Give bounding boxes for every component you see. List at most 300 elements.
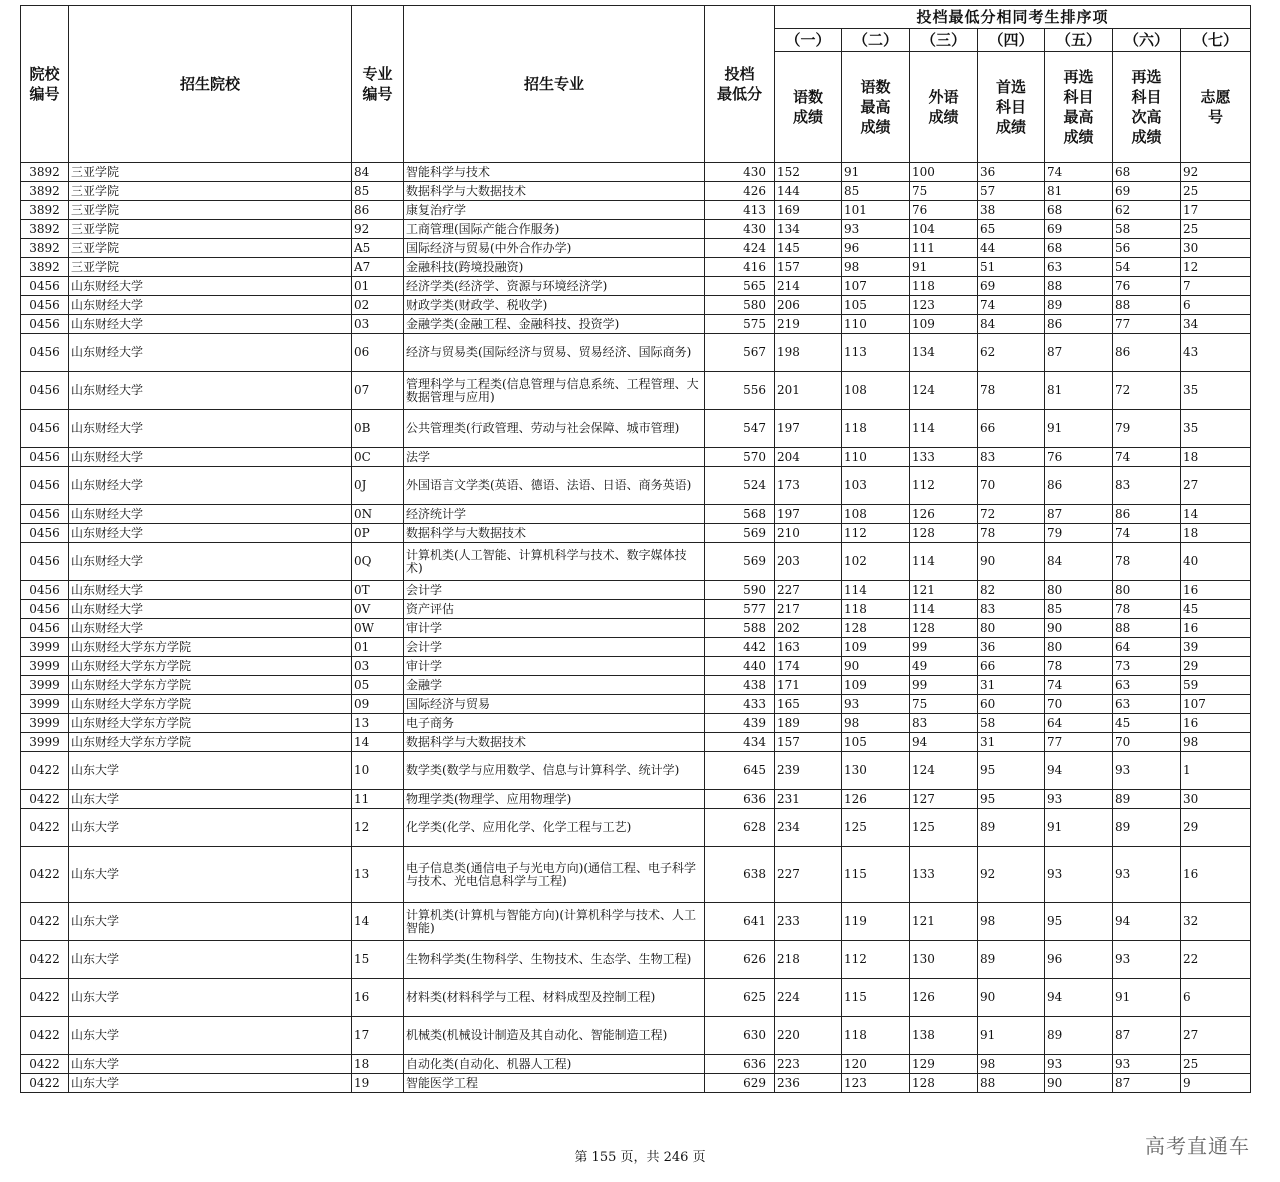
- rank-value-cell-7: 14: [1181, 505, 1251, 524]
- table-row: [21, 676, 1251, 695]
- major-code-cell: 0N: [352, 505, 404, 524]
- rank-value-cell-6: 87: [1113, 1074, 1181, 1093]
- school-name-cell: 山东财经大学: [69, 277, 352, 296]
- major-code-cell: 13: [352, 847, 404, 903]
- rank-value-cell-3: 129: [910, 1055, 978, 1074]
- school-code-cell: 0456: [21, 619, 69, 638]
- school-name-cell: 山东财经大学: [69, 524, 352, 543]
- major-name-cell: 康复治疗学: [404, 201, 705, 220]
- min-score-cell: 628: [705, 809, 775, 847]
- rank-value-cell-3: 126: [910, 979, 978, 1017]
- school-code-cell: 3892: [21, 220, 69, 239]
- rank-value-cell-4: 98: [978, 903, 1045, 941]
- rank-value-cell-3: 130: [910, 941, 978, 979]
- rank-value-cell-6: 88: [1113, 619, 1181, 638]
- rank-value-cell-4: 38: [978, 201, 1045, 220]
- rank-value-cell-7: 27: [1181, 467, 1251, 505]
- major-name-cell: 自动化类(自动化、机器人工程): [404, 1055, 705, 1074]
- rank-value-cell-5: 89: [1045, 1017, 1113, 1055]
- major-name-cell: 智能科学与技术: [404, 163, 705, 182]
- rank-value-cell-4: 90: [978, 979, 1045, 1017]
- rank-value-cell-2: 93: [842, 695, 910, 714]
- rank-value-cell-6: 63: [1113, 695, 1181, 714]
- rank-value-cell-2: 93: [842, 220, 910, 239]
- rank-value-cell-5: 74: [1045, 676, 1113, 695]
- major-name-cell: 计算机类(人工智能、计算机科学与技术、数字媒体技术): [404, 543, 705, 581]
- rank-value-cell-2: 105: [842, 733, 910, 752]
- rank-value-cell-4: 58: [978, 714, 1045, 733]
- rank-value-cell-2: 105: [842, 296, 910, 315]
- major-name-cell: 计算机类(计算机与智能方向)(计算机科学与技术、人工智能): [404, 903, 705, 941]
- rank-value-cell-1: 223: [775, 1055, 842, 1074]
- table-row: [21, 790, 1251, 809]
- rank-value-cell-2: 101: [842, 201, 910, 220]
- rank-value-cell-3: 99: [910, 638, 978, 657]
- rank-value-cell-6: 86: [1113, 334, 1181, 372]
- rank-value-cell-1: 236: [775, 1074, 842, 1093]
- rank-value-cell-2: 109: [842, 676, 910, 695]
- school-code-cell: 0456: [21, 505, 69, 524]
- rank-number-5: （五）: [1045, 29, 1113, 52]
- school-code-cell: 0422: [21, 1074, 69, 1093]
- major-code-cell: 0P: [352, 524, 404, 543]
- rank-value-cell-2: 113: [842, 334, 910, 372]
- rank-label-7: 志愿 号: [1181, 52, 1251, 163]
- rank-value-cell-1: 204: [775, 448, 842, 467]
- table-row: [21, 600, 1251, 619]
- rank-value-cell-5: 81: [1045, 182, 1113, 201]
- rank-value-cell-4: 57: [978, 182, 1045, 201]
- rank-value-cell-5: 78: [1045, 657, 1113, 676]
- rank-value-cell-2: 102: [842, 543, 910, 581]
- school-code-cell: 0456: [21, 372, 69, 410]
- watermark: [1145, 1130, 1250, 1159]
- min-score-cell: 524: [705, 467, 775, 505]
- rank-value-cell-4: 80: [978, 619, 1045, 638]
- rank-value-cell-7: 40: [1181, 543, 1251, 581]
- rank-value-cell-5: 64: [1045, 714, 1113, 733]
- major-name-cell: 国际经济与贸易: [404, 695, 705, 714]
- rank-value-cell-6: 78: [1113, 600, 1181, 619]
- min-score-cell: 636: [705, 1055, 775, 1074]
- rank-value-cell-7: 45: [1181, 600, 1251, 619]
- school-code-cell: 0456: [21, 448, 69, 467]
- rank-value-cell-5: 91: [1045, 410, 1113, 448]
- rank-value-cell-2: 115: [842, 847, 910, 903]
- school-code-cell: 3999: [21, 638, 69, 657]
- major-code-cell: 0C: [352, 448, 404, 467]
- school-code-cell: 3999: [21, 676, 69, 695]
- rank-value-cell-3: 121: [910, 581, 978, 600]
- rank-value-cell-2: 118: [842, 410, 910, 448]
- rank-value-cell-3: 125: [910, 809, 978, 847]
- rank-value-cell-3: 76: [910, 201, 978, 220]
- school-code-cell: 0456: [21, 334, 69, 372]
- rank-value-cell-7: 35: [1181, 410, 1251, 448]
- rank-value-cell-1: 145: [775, 239, 842, 258]
- rank-value-cell-3: 100: [910, 163, 978, 182]
- table-row: [21, 258, 1251, 277]
- table-row: [21, 809, 1251, 847]
- rank-value-cell-1: 239: [775, 752, 842, 790]
- rank-value-cell-5: 74: [1045, 163, 1113, 182]
- rank-value-cell-1: 219: [775, 315, 842, 334]
- major-name-cell: 资产评估: [404, 600, 705, 619]
- rank-value-cell-3: 133: [910, 448, 978, 467]
- min-score-cell: 570: [705, 448, 775, 467]
- major-name-cell: 生物科学类(生物科学、生物技术、生态学、生物工程): [404, 941, 705, 979]
- min-score-cell: 438: [705, 676, 775, 695]
- major-code-cell: 86: [352, 201, 404, 220]
- table-row: [21, 315, 1251, 334]
- rank-value-cell-7: 27: [1181, 1017, 1251, 1055]
- rank-value-cell-4: 89: [978, 809, 1045, 847]
- rank-value-cell-6: 91: [1113, 979, 1181, 1017]
- min-score-cell: 439: [705, 714, 775, 733]
- major-code-cell: 06: [352, 334, 404, 372]
- rank-value-cell-1: 218: [775, 941, 842, 979]
- rank-value-cell-1: 206: [775, 296, 842, 315]
- rank-value-cell-3: 99: [910, 676, 978, 695]
- rank-number-1: （一）: [775, 29, 842, 52]
- rank-value-cell-6: 89: [1113, 790, 1181, 809]
- min-score-cell: 575: [705, 315, 775, 334]
- rank-value-cell-6: 79: [1113, 410, 1181, 448]
- major-code-cell: 85: [352, 182, 404, 201]
- school-code-cell: 0422: [21, 1055, 69, 1074]
- table-row: [21, 410, 1251, 448]
- rank-value-cell-7: 30: [1181, 239, 1251, 258]
- major-name-cell: 财政学类(财政学、税收学): [404, 296, 705, 315]
- rank-value-cell-7: 16: [1181, 619, 1251, 638]
- rank-value-cell-4: 65: [978, 220, 1045, 239]
- rank-value-cell-4: 36: [978, 638, 1045, 657]
- rank-value-cell-7: 25: [1181, 220, 1251, 239]
- rank-value-cell-1: 152: [775, 163, 842, 182]
- rank-number-7: （七）: [1181, 29, 1251, 52]
- major-name-cell: 智能医学工程: [404, 1074, 705, 1093]
- rank-value-cell-1: 163: [775, 638, 842, 657]
- school-name-cell: 三亚学院: [69, 239, 352, 258]
- rank-value-cell-4: 78: [978, 372, 1045, 410]
- min-score-cell: 588: [705, 619, 775, 638]
- table-row: [21, 334, 1251, 372]
- school-name-cell: 山东财经大学: [69, 600, 352, 619]
- rank-value-cell-6: 93: [1113, 847, 1181, 903]
- rank-value-cell-5: 87: [1045, 334, 1113, 372]
- header-major: [404, 6, 705, 163]
- school-name-cell: 三亚学院: [69, 163, 352, 182]
- rank-label-2: 语数 最高 成绩: [842, 52, 910, 163]
- major-name-cell: 公共管理类(行政管理、劳动与社会保障、城市管理): [404, 410, 705, 448]
- table-row: [21, 524, 1251, 543]
- rank-value-cell-1: 197: [775, 505, 842, 524]
- rank-value-cell-4: 60: [978, 695, 1045, 714]
- rank-value-cell-6: 58: [1113, 220, 1181, 239]
- rank-value-cell-5: 93: [1045, 847, 1113, 903]
- page-number-text: 第 155 页，共 246 页: [574, 1150, 706, 1165]
- rank-value-cell-5: 80: [1045, 638, 1113, 657]
- min-score-cell: 567: [705, 334, 775, 372]
- rank-value-cell-7: 98: [1181, 733, 1251, 752]
- school-name-cell: 山东大学: [69, 809, 352, 847]
- table-row: [21, 695, 1251, 714]
- table-row: [21, 752, 1251, 790]
- rank-label-5: 再选 科目 最高 成绩: [1045, 52, 1113, 163]
- table-row: [21, 733, 1251, 752]
- school-name-cell: 山东大学: [69, 979, 352, 1017]
- rank-value-cell-4: 83: [978, 600, 1045, 619]
- min-score-cell: 424: [705, 239, 775, 258]
- school-code-cell: 0456: [21, 467, 69, 505]
- rank-value-cell-5: 90: [1045, 1074, 1113, 1093]
- table-row: [21, 714, 1251, 733]
- major-code-cell: 09: [352, 695, 404, 714]
- rank-value-cell-7: 39: [1181, 638, 1251, 657]
- min-score-cell: 580: [705, 296, 775, 315]
- watermark-text: 高考直通车: [1145, 1134, 1250, 1158]
- school-name-cell: 山东大学: [69, 903, 352, 941]
- min-score-cell: 433: [705, 695, 775, 714]
- rank-value-cell-6: 93: [1113, 752, 1181, 790]
- school-code-cell: 0456: [21, 543, 69, 581]
- school-code-cell: 3999: [21, 714, 69, 733]
- rank-value-cell-6: 76: [1113, 277, 1181, 296]
- school-code-cell: 0422: [21, 979, 69, 1017]
- school-code-cell: 0456: [21, 315, 69, 334]
- major-name-cell: 外国语言文学类(英语、德语、法语、日语、商务英语): [404, 467, 705, 505]
- rank-value-cell-1: 173: [775, 467, 842, 505]
- school-name-cell: 山东财经大学: [69, 372, 352, 410]
- school-name-cell: 三亚学院: [69, 182, 352, 201]
- rank-value-cell-4: 36: [978, 163, 1045, 182]
- school-name-cell: 山东大学: [69, 752, 352, 790]
- table-row: [21, 657, 1251, 676]
- rank-label-1: 语数 成绩: [775, 52, 842, 163]
- table-row: [21, 581, 1251, 600]
- major-code-cell: 03: [352, 657, 404, 676]
- header-school-code-text: 院校 编号: [29, 65, 60, 103]
- major-code-cell: 0T: [352, 581, 404, 600]
- major-code-cell: 0V: [352, 600, 404, 619]
- min-score-cell: 590: [705, 581, 775, 600]
- rank-value-cell-4: 83: [978, 448, 1045, 467]
- rank-label-4: 首选 科目 成绩: [978, 52, 1045, 163]
- rank-value-cell-1: 224: [775, 979, 842, 1017]
- major-name-cell: 会计学: [404, 638, 705, 657]
- school-code-cell: 3892: [21, 163, 69, 182]
- school-name-cell: 山东大学: [69, 1017, 352, 1055]
- min-score-cell: 630: [705, 1017, 775, 1055]
- school-code-cell: 3999: [21, 657, 69, 676]
- rank-value-cell-3: 123: [910, 296, 978, 315]
- rank-value-cell-2: 91: [842, 163, 910, 182]
- rank-value-cell-1: 157: [775, 733, 842, 752]
- rank-value-cell-3: 114: [910, 410, 978, 448]
- school-name-cell: 山东财经大学东方学院: [69, 714, 352, 733]
- table-row: [21, 941, 1251, 979]
- major-name-cell: 管理科学与工程类(信息管理与信息系统、工程管理、大数据管理与应用): [404, 372, 705, 410]
- rank-value-cell-1: 198: [775, 334, 842, 372]
- rank-value-cell-3: 138: [910, 1017, 978, 1055]
- rank-value-cell-2: 98: [842, 714, 910, 733]
- rank-value-cell-7: 1: [1181, 752, 1251, 790]
- major-code-cell: 0J: [352, 467, 404, 505]
- rank-value-cell-2: 112: [842, 941, 910, 979]
- major-code-cell: 19: [352, 1074, 404, 1093]
- table-row: [21, 903, 1251, 941]
- school-name-cell: 山东财经大学: [69, 315, 352, 334]
- table-row: [21, 201, 1251, 220]
- rank-value-cell-1: 174: [775, 657, 842, 676]
- major-code-cell: 01: [352, 277, 404, 296]
- min-score-cell: 638: [705, 847, 775, 903]
- rank-value-cell-7: 17: [1181, 201, 1251, 220]
- rank-value-cell-7: 12: [1181, 258, 1251, 277]
- table-row: [21, 543, 1251, 581]
- school-name-cell: 山东大学: [69, 941, 352, 979]
- rank-value-cell-4: 90: [978, 543, 1045, 581]
- major-name-cell: 会计学: [404, 581, 705, 600]
- rank-value-cell-4: 84: [978, 315, 1045, 334]
- header-min-score: [705, 6, 775, 163]
- major-code-cell: 16: [352, 979, 404, 1017]
- rank-value-cell-2: 118: [842, 1017, 910, 1055]
- table-row: [21, 1055, 1251, 1074]
- rank-value-cell-2: 112: [842, 524, 910, 543]
- major-name-cell: 数学类(数学与应用数学、信息与计算科学、统计学): [404, 752, 705, 790]
- min-score-cell: 629: [705, 1074, 775, 1093]
- school-name-cell: 山东大学: [69, 847, 352, 903]
- rank-value-cell-7: 29: [1181, 657, 1251, 676]
- min-score-cell: 625: [705, 979, 775, 1017]
- rank-value-cell-6: 80: [1113, 581, 1181, 600]
- rank-value-cell-4: 88: [978, 1074, 1045, 1093]
- school-name-cell: 三亚学院: [69, 201, 352, 220]
- rank-value-cell-7: 16: [1181, 847, 1251, 903]
- table-row: [21, 277, 1251, 296]
- rank-value-cell-1: 234: [775, 809, 842, 847]
- table-row: [21, 505, 1251, 524]
- rank-value-cell-5: 85: [1045, 600, 1113, 619]
- school-name-cell: 山东大学: [69, 1074, 352, 1093]
- rank-value-cell-2: 108: [842, 505, 910, 524]
- table-row: [21, 296, 1251, 315]
- min-score-cell: 442: [705, 638, 775, 657]
- rank-value-cell-4: 82: [978, 581, 1045, 600]
- rank-value-cell-7: 6: [1181, 296, 1251, 315]
- rank-value-cell-1: 189: [775, 714, 842, 733]
- rank-value-cell-5: 81: [1045, 372, 1113, 410]
- rank-value-cell-2: 108: [842, 372, 910, 410]
- table-row: [21, 847, 1251, 903]
- rank-value-cell-5: 93: [1045, 1055, 1113, 1074]
- rank-value-cell-2: 119: [842, 903, 910, 941]
- rank-value-cell-7: 22: [1181, 941, 1251, 979]
- major-name-cell: 机械类(机械设计制造及其自动化、智能制造工程): [404, 1017, 705, 1055]
- school-code-cell: 0422: [21, 941, 69, 979]
- rank-value-cell-1: 203: [775, 543, 842, 581]
- rank-value-cell-2: 115: [842, 979, 910, 1017]
- major-code-cell: 92: [352, 220, 404, 239]
- rank-value-cell-3: 124: [910, 372, 978, 410]
- rank-value-cell-2: 125: [842, 809, 910, 847]
- rank-value-cell-6: 70: [1113, 733, 1181, 752]
- header-group-title-text: 投档最低分相同考生排序项: [916, 8, 1109, 26]
- rank-value-cell-5: 63: [1045, 258, 1113, 277]
- rank-value-cell-3: 118: [910, 277, 978, 296]
- school-name-cell: 山东财经大学: [69, 581, 352, 600]
- school-code-cell: 0456: [21, 600, 69, 619]
- rank-number-2: （二）: [842, 29, 910, 52]
- rank-value-cell-2: 109: [842, 638, 910, 657]
- rank-value-cell-2: 90: [842, 657, 910, 676]
- school-name-cell: 山东大学: [69, 1055, 352, 1074]
- school-code-cell: 0422: [21, 847, 69, 903]
- school-name-cell: 山东大学: [69, 790, 352, 809]
- rank-number-4: （四）: [978, 29, 1045, 52]
- rank-value-cell-5: 95: [1045, 903, 1113, 941]
- rank-value-cell-1: 214: [775, 277, 842, 296]
- rank-value-cell-3: 49: [910, 657, 978, 676]
- rank-value-cell-5: 68: [1045, 239, 1113, 258]
- rank-value-cell-7: 18: [1181, 524, 1251, 543]
- major-code-cell: 12: [352, 809, 404, 847]
- rank-value-cell-7: 29: [1181, 809, 1251, 847]
- major-name-cell: 法学: [404, 448, 705, 467]
- rank-value-cell-7: 16: [1181, 714, 1251, 733]
- major-name-cell: 化学类(化学、应用化学、化学工程与工艺): [404, 809, 705, 847]
- major-code-cell: 14: [352, 733, 404, 752]
- rank-value-cell-3: 112: [910, 467, 978, 505]
- major-code-cell: 02: [352, 296, 404, 315]
- min-score-cell: 430: [705, 220, 775, 239]
- rank-value-cell-2: 130: [842, 752, 910, 790]
- min-score-cell: 434: [705, 733, 775, 752]
- rank-value-cell-3: 111: [910, 239, 978, 258]
- major-code-cell: 0Q: [352, 543, 404, 581]
- rank-value-cell-4: 70: [978, 467, 1045, 505]
- rank-value-cell-7: 7: [1181, 277, 1251, 296]
- rank-value-cell-4: 92: [978, 847, 1045, 903]
- min-score-cell: 577: [705, 600, 775, 619]
- rank-value-cell-1: 171: [775, 676, 842, 695]
- major-code-cell: 01: [352, 638, 404, 657]
- school-name-cell: 山东财经大学: [69, 448, 352, 467]
- rank-value-cell-2: 114: [842, 581, 910, 600]
- rank-value-cell-7: 107: [1181, 695, 1251, 714]
- header-min-score-text: 投档 最低分: [716, 65, 762, 103]
- school-name-cell: 山东财经大学: [69, 543, 352, 581]
- major-name-cell: 审计学: [404, 619, 705, 638]
- rank-value-cell-4: 66: [978, 657, 1045, 676]
- rank-value-cell-6: 77: [1113, 315, 1181, 334]
- rank-value-cell-6: 74: [1113, 448, 1181, 467]
- table-row: [21, 979, 1251, 1017]
- rank-value-cell-7: 92: [1181, 163, 1251, 182]
- rank-value-cell-4: 51: [978, 258, 1045, 277]
- major-name-cell: 材料类(材料科学与工程、材料成型及控制工程): [404, 979, 705, 1017]
- page-footer: [0, 1146, 1280, 1165]
- rank-value-cell-6: 74: [1113, 524, 1181, 543]
- rank-value-cell-2: 128: [842, 619, 910, 638]
- major-name-cell: 物理学类(物理学、应用物理学): [404, 790, 705, 809]
- rank-value-cell-7: 32: [1181, 903, 1251, 941]
- rank-value-cell-5: 76: [1045, 448, 1113, 467]
- rank-value-cell-7: 25: [1181, 182, 1251, 201]
- rank-value-cell-4: 95: [978, 752, 1045, 790]
- rank-value-cell-5: 77: [1045, 733, 1113, 752]
